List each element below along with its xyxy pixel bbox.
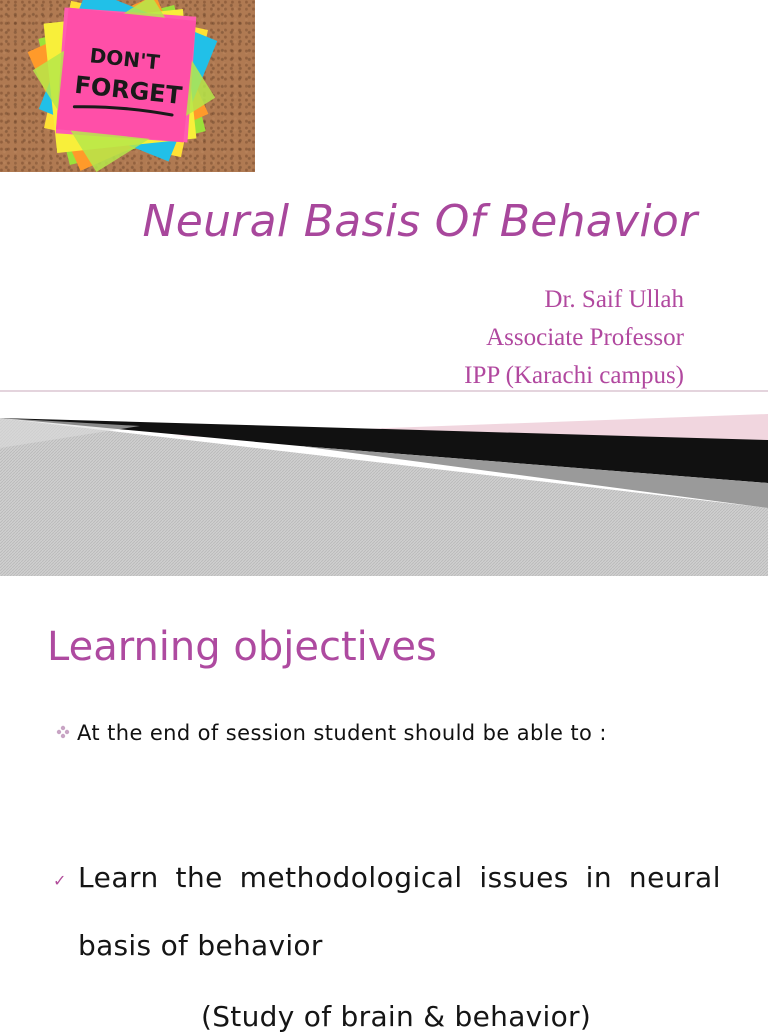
note-text-line1: DON'T — [88, 43, 161, 75]
slide-title: Neural Basis Of Behavior — [142, 196, 698, 247]
author-name: Dr. Saif Ullah — [544, 286, 684, 313]
objectives-heading: Learning objectives — [47, 624, 437, 670]
objective-text-line2: basis of behavior — [78, 929, 323, 962]
author-position: Associate Professor — [486, 324, 684, 351]
intro-bullet — [56, 721, 607, 745]
objective-subtext: (Study of brain & behavior) — [201, 1000, 592, 1033]
dont-forget-sticky-notes-photo — [0, 0, 255, 172]
decorative-band — [0, 388, 768, 576]
author-affiliation: IPP (Karachi campus) — [464, 362, 684, 389]
diamond-bullet-icon — [56, 725, 70, 739]
checkmark-icon: ✓ — [53, 871, 67, 890]
objectives-slide — [0, 576, 768, 1024]
sticky-notes-illustration — [0, 0, 255, 172]
intro-bullet-text: At the end of session student should be able to : — [77, 721, 607, 745]
objective-text-line1: Learn the methodological issues in neural — [78, 861, 721, 894]
note-text-line2: FORGET — [73, 70, 184, 110]
